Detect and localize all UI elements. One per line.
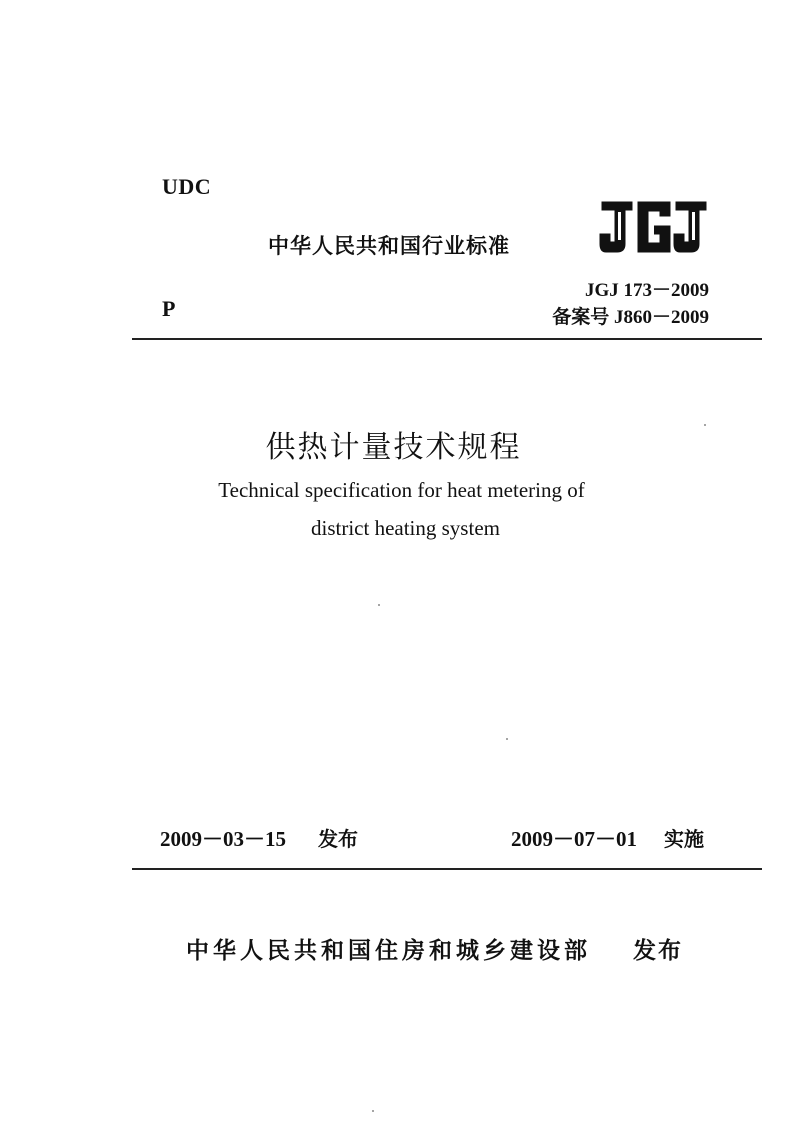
document-title-chinese-text: 供热计量技术规程 <box>265 430 522 465</box>
document-title-english-line1-text: Technical specification for heat metering of <box>218 478 585 502</box>
publish-label: 发布 <box>633 938 683 964</box>
document-title-english-line2 <box>0 516 795 541</box>
scan-speck <box>506 738 508 740</box>
udc-label: UDC <box>162 174 212 199</box>
document-title-english-line2-text: district heating system <box>311 516 500 540</box>
effective-date: 2009－07－01 <box>511 827 637 851</box>
document-title-chinese <box>0 422 795 466</box>
standard-number: JGJ 173－2009 <box>584 280 709 301</box>
issue-date: 2009－03－15 <box>160 827 286 851</box>
bottom-divider <box>132 868 762 870</box>
effective-label: 实施 <box>664 827 704 851</box>
scan-speck <box>378 604 380 606</box>
issue-label: 发布 <box>318 827 358 851</box>
scan-speck <box>704 424 706 426</box>
industry-standard-heading: 中华人民共和国行业标准 <box>268 234 510 258</box>
publisher-name: 中华人民共和国住房和城乡建设部 <box>186 938 591 964</box>
classification-code: P <box>162 296 176 321</box>
document-title-english-line1 <box>0 478 795 503</box>
jgj-logo <box>598 198 710 256</box>
top-divider <box>132 338 762 340</box>
scan-speck <box>372 1110 374 1112</box>
filing-number: 备案号 J860－2009 <box>552 307 709 328</box>
